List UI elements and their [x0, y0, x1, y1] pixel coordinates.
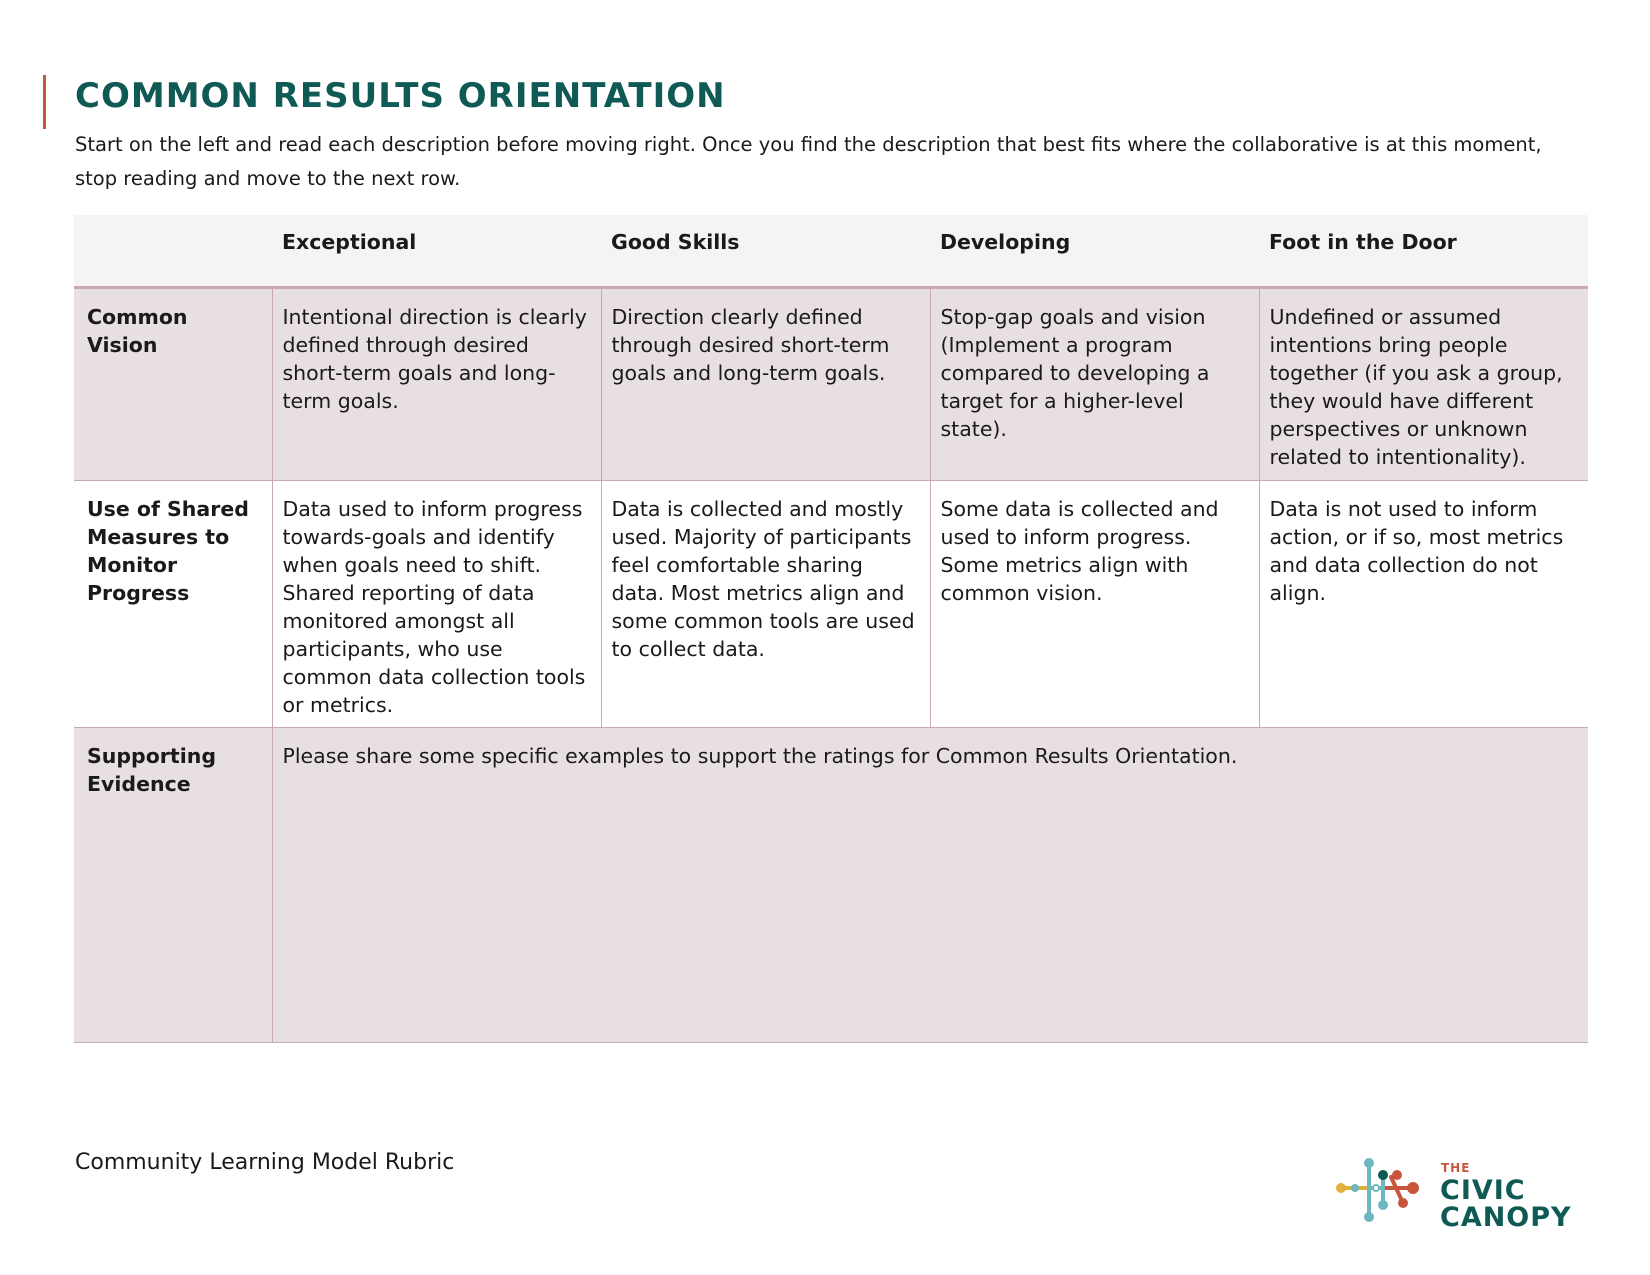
civic-canopy-logo-mark-icon — [1335, 1155, 1435, 1235]
logo-the: THE — [1441, 1161, 1471, 1175]
table-row-shared-measures — [74, 480, 1588, 727]
intro-text: Start on the left and read each description before moving right. Once you find the description that best fits where the collaborative is at this moment, stop reading and move to the next row. — [75, 133, 1542, 190]
rubric-table — [74, 215, 1588, 1043]
header-blank-cell — [74, 215, 272, 287]
logo-civic: CIVIC — [1440, 1175, 1526, 1206]
rubric-cell: Intentional direction is clearly defined through desired short-term goals and long-term goals. — [272, 287, 601, 480]
table-row-common-vision — [74, 287, 1588, 480]
rubric-cell: Data is not used to inform action, or if so, most metrics and data collection do not align. — [1259, 480, 1588, 727]
row-label-shared-measures: Use of Shared Measures to Monitor Progress — [74, 480, 272, 727]
evidence-response-area[interactable]: Please share some specific examples to support the ratings for Common Results Orientation. — [272, 727, 1588, 1042]
logo-canopy: CANOPY — [1440, 1202, 1572, 1233]
column-header-developing: Developing — [930, 215, 1259, 287]
rubric-header-row — [74, 215, 1588, 287]
rubric-cell: Direction clearly defined through desired short-term goals and long-term goals. — [601, 287, 930, 480]
rubric-cell: Some data is collected and used to inform progress. Some metrics align with common vision. — [930, 480, 1259, 727]
rubric-cell: Undefined or assumed intentions bring people together (if you ask a group, they would have different perspectives or unknown related to intentionality). — [1259, 287, 1588, 480]
title-accent-bar — [43, 75, 46, 129]
page-title: COMMON RESULTS ORIENTATION — [75, 76, 726, 116]
rubric-cell: Data used to inform progress towards-goals and identify when goals need to shift. Shared reporting of data monitored amongst all participants, who use common data collection tools or metrics. — [272, 480, 601, 727]
rubric-cell: Data is collected and mostly used. Majority of participants feel comfortable sharing data. Most metrics align and some common tools are used to collect data. — [601, 480, 930, 727]
column-header-exceptional: Exceptional — [272, 215, 601, 287]
footer-text: Community Learning Model Rubric — [75, 1150, 455, 1175]
column-header-good-skills: Good Skills — [601, 215, 930, 287]
rubric-cell: Stop-gap goals and vision (Implement a program compared to developing a target for a higher-level state). — [930, 287, 1259, 480]
civic-canopy-logo — [1335, 1155, 1575, 1235]
column-header-foot-in-the-door: Foot in the Door — [1259, 215, 1588, 287]
row-label-supporting-evidence: Supporting Evidence — [74, 727, 272, 1042]
row-label-common-vision: Common Vision — [74, 287, 272, 480]
table-row-supporting-evidence — [74, 727, 1588, 1042]
